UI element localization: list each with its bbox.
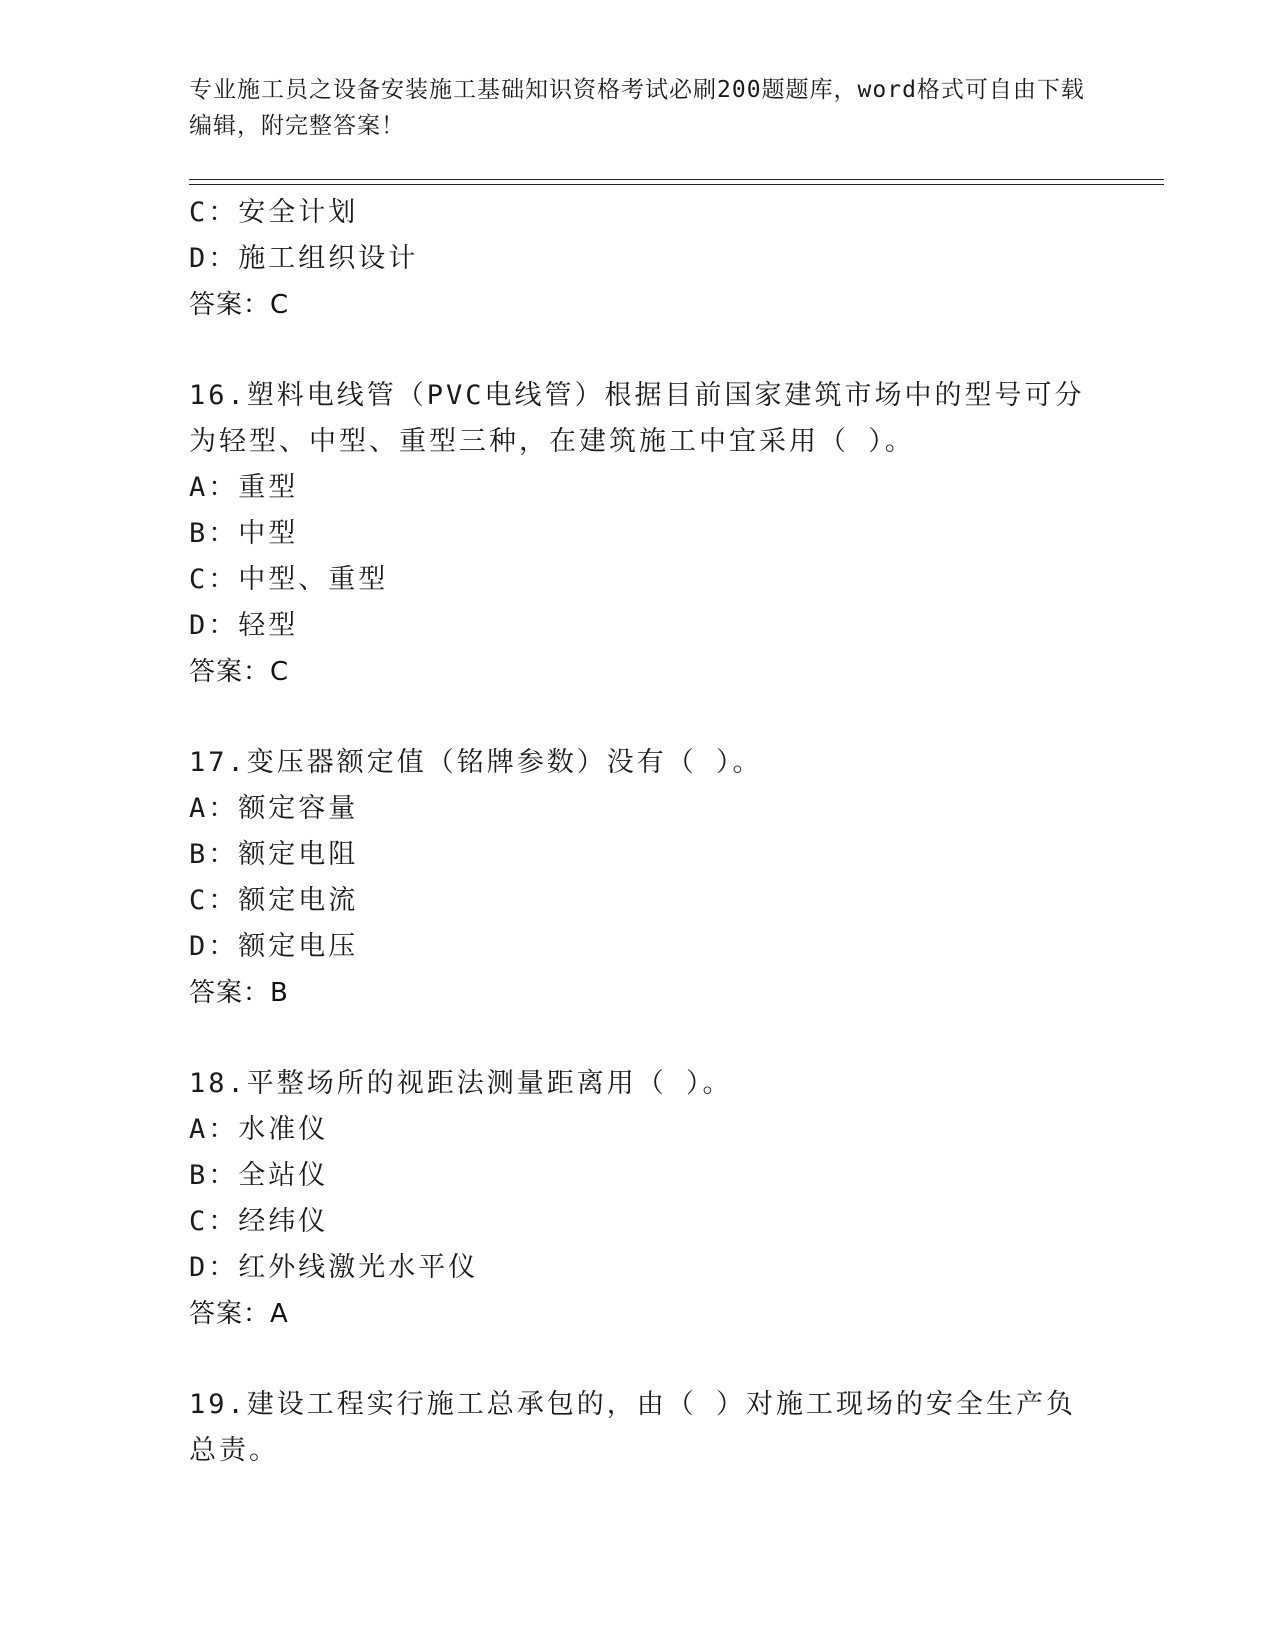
question-15-block bbox=[189, 190, 1089, 328]
question-text: 17.变压器额定值（铭牌参数）没有（ ）。 bbox=[189, 747, 763, 778]
answer: 答案：C bbox=[189, 290, 290, 320]
option-c: C：经纬仪 bbox=[189, 1206, 329, 1237]
header-divider-top bbox=[189, 179, 1164, 180]
spacer bbox=[189, 1016, 1089, 1061]
option-b: B：中型 bbox=[189, 518, 299, 549]
answer: 答案：C bbox=[189, 657, 290, 687]
answer: 答案：A bbox=[189, 1299, 289, 1329]
option-d: D：额定电压 bbox=[189, 931, 359, 962]
question-text: 19.建设工程实行施工总承包的，由（ ）对施工现场的安全生产负总责。 bbox=[189, 1389, 1077, 1466]
question-list bbox=[189, 190, 1089, 1474]
option-d: D：轻型 bbox=[189, 610, 299, 641]
question-17-block bbox=[189, 740, 1089, 1016]
answer: 答案：B bbox=[189, 978, 289, 1008]
option-a: A：额定容量 bbox=[189, 793, 359, 824]
header-divider-bottom bbox=[189, 184, 1164, 185]
option-b: B：全站仪 bbox=[189, 1160, 329, 1191]
page-header: 专业施工员之设备安装施工基础知识资格考试必刷200题题库，word格式可自由下载编辑，附完整答案！ bbox=[189, 77, 1085, 139]
question-16-block bbox=[189, 373, 1089, 695]
option-d: D：红外线激光水平仪 bbox=[189, 1252, 479, 1283]
option-c: C：中型、重型 bbox=[189, 564, 389, 595]
spacer bbox=[189, 328, 1089, 373]
option-d: D：施工组织设计 bbox=[189, 243, 419, 274]
option-c: C：额定电流 bbox=[189, 885, 359, 916]
option-a: A：重型 bbox=[189, 472, 299, 503]
spacer bbox=[189, 695, 1089, 740]
option-c: C：安全计划 bbox=[189, 197, 359, 228]
spacer bbox=[189, 1337, 1089, 1382]
option-b: B：额定电阻 bbox=[189, 839, 359, 870]
question-19-block bbox=[189, 1382, 1089, 1474]
question-text: 16.塑料电线管（PVC电线管）根据目前国家建筑市场中的型号可分为轻型、中型、重型三种，在建筑施工中宜采用（ ）。 bbox=[189, 380, 1085, 457]
option-a: A：水准仪 bbox=[189, 1114, 329, 1145]
question-18-block bbox=[189, 1061, 1089, 1337]
question-text: 18.平整场所的视距法测量距离用（ ）。 bbox=[189, 1068, 733, 1099]
